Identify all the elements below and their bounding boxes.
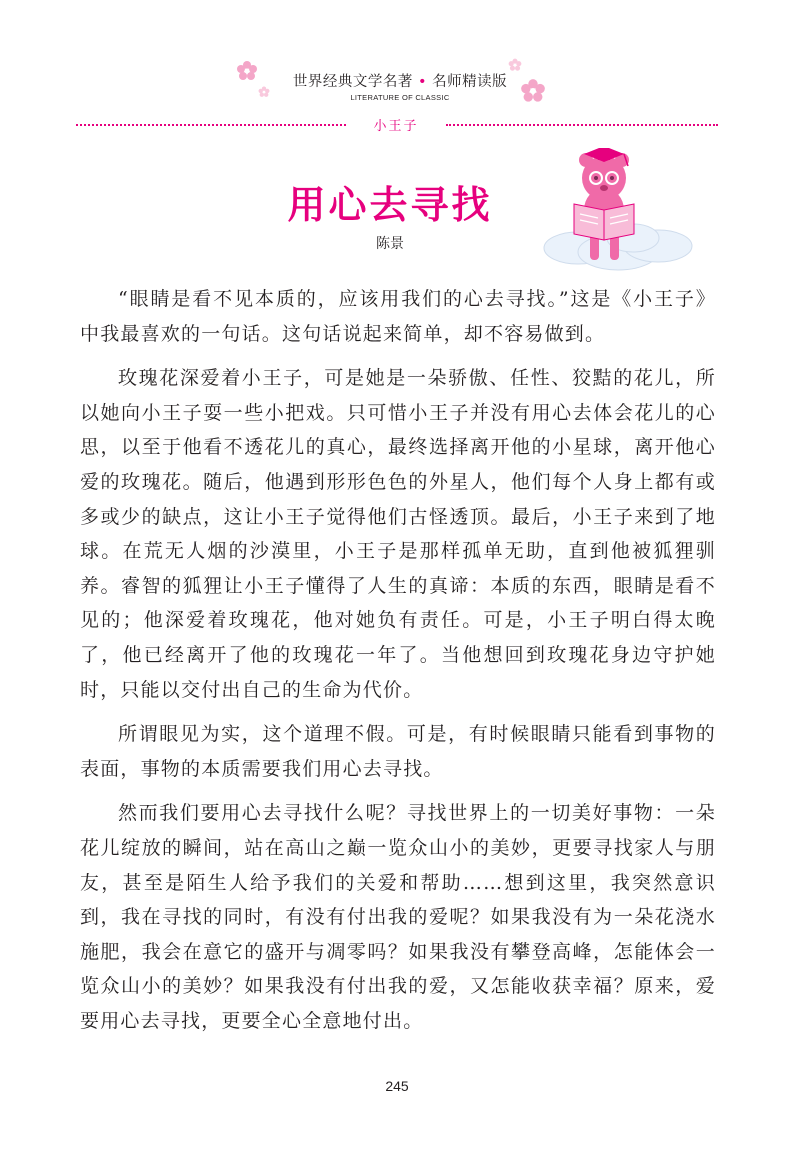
paragraph: “眼睛是看不见本质的，应该用我们的心去寻找。”这是《小王子》中我最喜欢的一句话。这句话说起来简单，却不容易做到。 (80, 288, 716, 345)
paragraph: 所谓眼见为实，这个道理不假。可是，有时候眼睛只能看到事物的表面，事物的本质需要我们用心去寻找。 (80, 723, 716, 780)
series-title-main: 世界经典文学名著 (292, 74, 413, 90)
article-body (80, 282, 716, 1048)
flower-icon (258, 86, 270, 98)
article-title: 用心去寻找 (287, 183, 493, 227)
page-header (0, 0, 794, 140)
page-number: 245 (385, 1078, 409, 1094)
series-subtitle: LITERATURE OF CLASSIC (350, 93, 450, 102)
header-divider-left (76, 124, 346, 126)
book-name: 小王子 (373, 119, 419, 134)
header-divider-right (446, 124, 718, 126)
article-author: 陈景 (376, 236, 404, 252)
flower-icon (236, 60, 258, 82)
paragraph: 然而我们要用心去寻找什么呢？寻找世界上的一切美好事物：一朵花儿绽放的瞬间，站在高山之巅一览众山小的美妙，更要寻找家人与朋友，甚至是陌生人给予我们的关爱和帮助……想到这里，我突然意识到，我在寻找的同时，有没有付出我的爱呢？如果我没有为一朵花浇水施肥，我会在意它的盛开与凋零吗？如果我没有攀登高峰，怎能体会一览众山小的美妙？如果我没有付出我的爱，又怎能收获幸福？原来，爱要用心去寻找，更要全心全意地付出。 (80, 802, 716, 1032)
series-title (270, 70, 530, 91)
series-title-dot: • (417, 74, 428, 90)
series-title-tail: 名师精读版 (432, 74, 508, 90)
bear-reading-mascot (538, 148, 698, 278)
paragraph: 玫瑰花深爱着小王子，可是她是一朵骄傲、任性、狡黠的花儿，所以她向小王子耍一些小把戏。只可惜小王子并没有用心去体会花儿的心思，以至于他看不透花儿的真心，最终选择离开他的小星球，离开他心爱的玫瑰花。随后，他遇到形形色色的外星人，他们每个人身上都有或多或少的缺点，这让小王子觉得他们古怪透顶。最后，小王子来到了地球。在荒无人烟的沙漠里，小王子是那样孤单无助，直到他被狐狸驯养。睿智的狐狸让小王子懂得了人生的真谛：本质的东西，眼睛是看不见的；他深爱着玫瑰花，他对她负有责任。可是，小王子明白得太晚了，他已经离开了他的玫瑰花一年了。当他想回到玫瑰花身边守护她时，只能以交付出自己的生命为代价。 (80, 367, 716, 701)
